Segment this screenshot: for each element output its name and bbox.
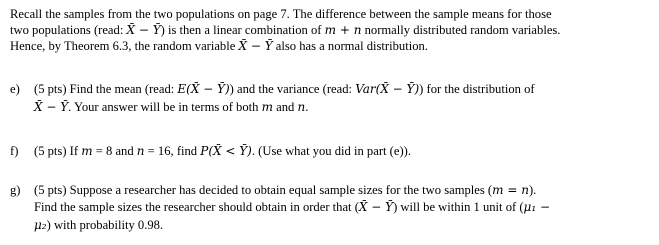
intro-line-2 [10,22,560,38]
question-text: ) for the distribution of [419,82,535,96]
intro-text: ) is then a linear combination of [160,23,325,37]
part-f-label: f) [10,144,19,158]
part-e-line-2 [34,99,308,115]
question-text: (5 pts) Suppose a researcher has decided to obtain equal sample sizes for the two samples ( [34,183,493,197]
question-text: ) and the variance (read: [229,82,356,96]
question-text: . [305,100,309,114]
intro-text: Hence, by Theorem 6.3, the random variable [10,39,239,53]
intro-text: also has a normal distribution. [272,39,428,53]
math-variable: m [81,144,93,158]
question-text: . (Use what you did in part (e)). [251,144,411,158]
question-text: = 8 and [92,144,137,158]
question-text: ). [528,183,537,197]
question-text: ) will be within 1 unit of ( [393,200,524,214]
intro-text: Recall the samples from the two populations on page 7. The difference between the sample means for those [10,7,552,21]
part-g-line-1 [34,182,536,198]
part-f-line-1 [34,143,411,159]
part-g-line-3 [34,217,163,233]
math-expression: X̄ − Ȳ [358,200,394,214]
math-expression: P(X̄ < Ȳ) [200,144,252,158]
math-expression: Var(X̄ − Ȳ) [355,82,420,96]
part-g-label: g) [10,183,21,197]
question-text: (5 pts) Find the mean (read: [34,82,178,96]
math-expression: X̄ − Ȳ [238,39,273,53]
math-variable: m [261,100,273,114]
math-expression: m + n [324,23,362,37]
intro-line-3 [10,38,428,54]
part-g-line-2 [34,199,550,215]
math-expression: m = n [492,183,529,197]
math-expression: X̄ − Ȳ [126,23,161,37]
intro-text: two populations (read: [10,23,127,37]
intro-text: normally distributed random variables. [361,23,561,37]
question-text: ) with probability 0.98. [46,218,164,232]
math-expression: μ₁ − [523,200,551,214]
math-expression: μ₂ [34,218,47,232]
intro-line-1 [10,6,552,22]
question-text: (5 pts) If [34,144,82,158]
part-e-line-1 [34,81,535,97]
math-variable: n [297,100,306,114]
question-text: Find the sample sizes the researcher should obtain in order that ( [34,200,359,214]
question-text: and [272,100,298,114]
part-e-label: e) [10,82,20,96]
math-variable: n [136,144,145,158]
question-text: . Your answer will be in terms of both [68,100,262,114]
question-text: = 16, find [144,144,201,158]
math-expression: X̄ − Ȳ [34,100,69,114]
math-expression: E(X̄ − Ȳ) [177,82,230,96]
